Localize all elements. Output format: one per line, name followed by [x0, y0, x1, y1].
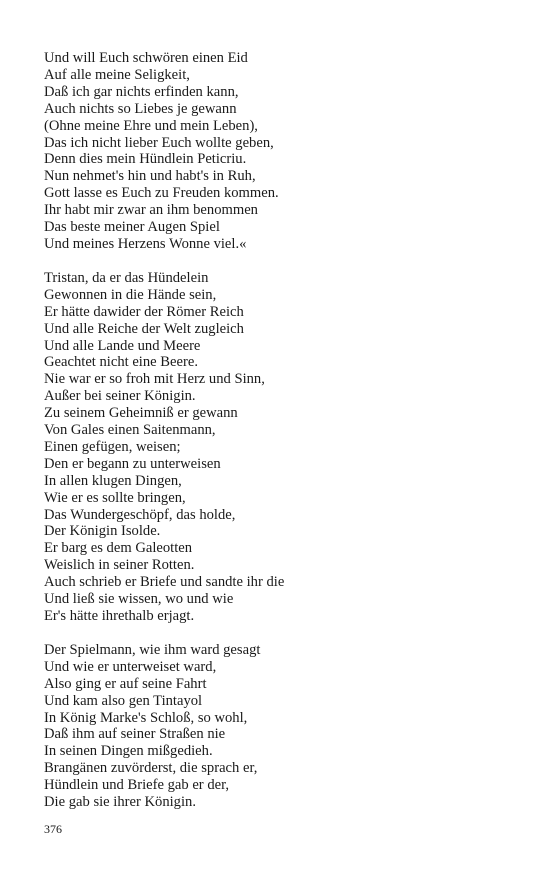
verse-line: Hündlein und Briefe gab er der, [44, 777, 230, 794]
verse-line: Brangänen zuvörderst, die sprach er, [44, 760, 258, 777]
verse-line: Auch schrieb er Briefe und sandte ihr die [44, 574, 285, 591]
verse-line: Denn dies mein Hündlein Peticriu. [44, 151, 247, 168]
verse-line: Geachtet nicht eine Beere. [44, 354, 198, 371]
verse-line: In seinen Dingen mißgedieh. [44, 743, 213, 760]
verse-line: Nie war er so froh mit Herz und Sinn, [44, 371, 265, 388]
verse-line: Gott lasse es Euch zu Freuden kommen. [44, 185, 279, 202]
verse-line: Von Gales einen Saitenmann, [44, 422, 216, 439]
verse-line: Also ging er auf seine Fahrt [44, 675, 207, 692]
verse-line: Und kam also gen Tintayol [44, 692, 203, 709]
poem-text [44, 50, 514, 828]
verse-line: Ihr habt mir zwar an ihm benommen [44, 202, 258, 219]
verse-line: Tristan, da er das Hündelein [44, 269, 209, 286]
verse-line: Nun nehmet's hin und habt's in Ruh, [44, 168, 256, 185]
stanza-2 [44, 270, 514, 625]
verse-line: Außer bei seiner Königin. [44, 388, 196, 405]
verse-line: Daß ihm auf seiner Straßen nie [44, 726, 226, 743]
verse-line: Und will Euch schwören einen Eid [44, 50, 248, 66]
page-number: 376 [44, 822, 62, 836]
stanza-1 [44, 50, 514, 253]
verse-line: Und alle Lande und Meere [44, 337, 201, 354]
verse-line: Und ließ sie wissen, wo und wie [44, 591, 234, 608]
verse-line: Auch nichts so Liebes je gewann [44, 100, 237, 117]
verse-line: Zu seinem Geheimniß er gewann [44, 405, 238, 422]
verse-line: Er hätte dawider der Römer Reich [44, 303, 244, 320]
verse-line: Das beste meiner Augen Spiel [44, 219, 220, 236]
verse-line: Und alle Reiche der Welt zugleich [44, 320, 244, 337]
verse-line: Wie er es sollte bringen, [44, 489, 186, 506]
verse-line: Er barg es dem Galeotten [44, 540, 193, 557]
verse-line: Das ich nicht lieber Euch wollte geben, [44, 134, 274, 151]
verse-line: Das Wundergeschöpf, das holde, [44, 506, 236, 523]
verse-line: (Ohne meine Ehre und mein Leben), [44, 117, 258, 134]
verse-line: Der Spielmann, wie ihm ward gesagt [44, 641, 261, 658]
verse-line: Einen gefügen, weisen; [44, 438, 181, 455]
verse-line: In König Marke's Schloß, so wohl, [44, 709, 248, 726]
verse-line: Auf alle meine Seligkeit, [44, 66, 190, 83]
verse-line: Den er begann zu unterweisen [44, 455, 221, 472]
verse-line: Gewonnen in die Hände sein, [44, 286, 217, 303]
verse-line: Weislich in seiner Rotten. [44, 557, 195, 574]
verse-line: Der Königin Isolde. [44, 523, 161, 540]
verse-line: Die gab sie ihrer Königin. [44, 794, 196, 811]
stanza-3 [44, 642, 514, 811]
verse-line: In allen klugen Dingen, [44, 472, 182, 489]
verse-line: Und meines Herzens Wonne viel.« [44, 235, 247, 252]
verse-line: Und wie er unterweiset ward, [44, 658, 217, 675]
verse-line: Daß ich gar nichts erfinden kann, [44, 83, 239, 100]
verse-line: Er's hätte ihrethalb erjagt. [44, 608, 195, 624]
